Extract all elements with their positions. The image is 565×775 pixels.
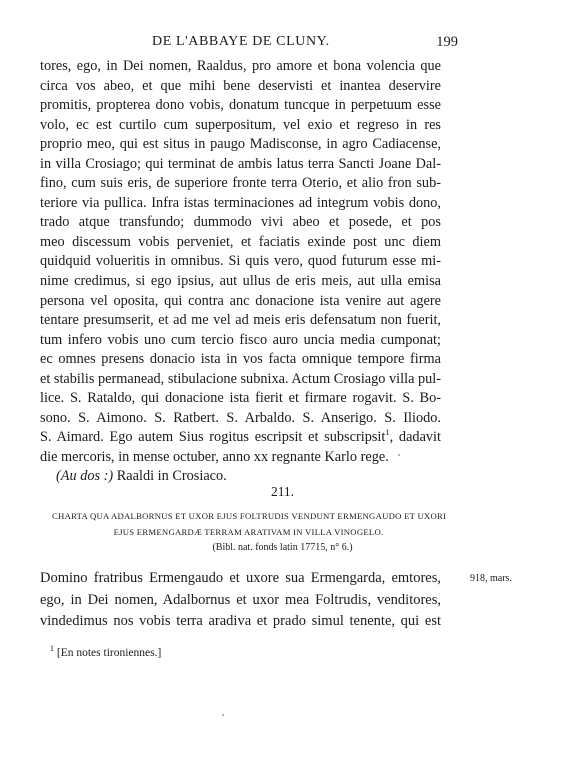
footnote-text: [En notes tironiennes.]	[56, 647, 162, 659]
margin-date: 918, mars.	[470, 573, 512, 584]
text-line: tores, ego, in Dei nomen, Raaldus, pro amore et bona volencia que	[40, 58, 441, 74]
footnote	[50, 644, 162, 659]
text-line: sono. S. Aimono. S. Ratbert. S. Arbaldo. S. Anserigo. S. Iliodo.	[40, 409, 441, 426]
text-line: et stabilis permanead, stibulacione subnixa. Actum Crosiago villa pul-	[40, 370, 442, 387]
footnote-mark: 1	[50, 644, 54, 654]
text-line: persona vel oposita, qui contra anc donacione ista venire aut agere	[40, 292, 441, 309]
ink-speck	[398, 454, 400, 456]
text-line: proprio meo, qui est situs in paugo Madisconse, in agro Cadiacense,	[40, 136, 441, 153]
dorse-text: Raaldi in Crosiaco.	[113, 468, 227, 485]
text-line: tum infero vobis uno cum tercio fisco auro uncia media cumponat;	[40, 331, 441, 348]
text-line: nime credimus, si ego ipsius, aut ullus de eris meis, aut ulla emisa	[40, 273, 441, 290]
text-line: promitis, propterea dono vobis, donatum tuncque in perpetuum esse	[40, 97, 441, 114]
text-line: quidquid volueritis in omnibus. Si quis vero, quod futurum esse mi-	[40, 253, 441, 270]
text-line: die mercoris, in mense octuber, anno xx regnante Karlo rege.	[40, 448, 389, 465]
running-head	[40, 34, 460, 54]
text-line: teriore via pullica. Infra istas terminaciones ad integrum vobis dono,	[40, 194, 441, 211]
text-line: circa vos abeo, et que mihi bene deservisti et inantea deservire	[40, 77, 441, 94]
page-number: 199	[436, 34, 458, 50]
text-line: ec omnes presens donacio ista in vos facta omnique tempore firma	[40, 351, 441, 368]
text-line-with-footnote	[40, 428, 441, 448]
text-line: trado atque transfundo; dummodo vivi abeo et posede, et pos	[40, 214, 441, 231]
text-line: tentare presumserit, et ad me vel ad meis eris defensatum non fuerit,	[40, 312, 441, 329]
summary-line: EJUS ERMENGARDÆ TERRAM ARATIVAM IN VILLA VINOGELO.	[113, 527, 384, 537]
charter-source: (Bibl. nat. fonds latin 17715, n° 6.)	[212, 542, 353, 553]
ink-speck	[222, 714, 224, 716]
dorse-label: (Au dos :)	[56, 468, 114, 485]
text-line-head: S. Aimard. Ego autem Sius rogitus escripsit et subscripsit	[40, 429, 386, 446]
text-line: meo discessum vobis perveniet, et faciatis exinde post unc diem	[40, 233, 441, 250]
text-line: vindedimus nos vobis terra aradiva et prado simul tenente, qui est	[40, 613, 441, 629]
summary-line: CHARTA QUA ADALBORNUS ET UXOR EJUS FOLTRUDIS VENDUNT ERMENGAUDO ET UXORI	[52, 511, 447, 521]
footnote-reference: 1	[385, 427, 390, 438]
text-line: in villa Crosiago; qui terminat de ambis latus terra Sancti Joane Dal-	[40, 155, 441, 172]
text-line-tail: , dadavit	[389, 429, 442, 446]
charter-number: 211.	[270, 484, 295, 499]
text-line: Domino fratribus Ermengaudo et uxore sua Ermengarda, emtores,	[40, 570, 441, 586]
text-line: volo, ec est curtilo cum superpositum, vel exio et regreso in res	[40, 116, 441, 133]
charter-211-text	[40, 568, 441, 633]
text-line: ego, in Dei nomen, Adalbornus et uxor mea Foltrudis, venditores,	[40, 591, 441, 608]
running-title: DE L'ABBAYE DE CLUNY.	[152, 34, 330, 49]
charter-summary	[52, 508, 445, 540]
charter-210-text	[40, 57, 441, 487]
text-line: lice. S. Rataldo, qui donacione ista fierit et firmare rogavit. S. Bo-	[40, 390, 441, 407]
text-line: fino, cum suis eris, de superiore fronte terra Oterio, et alio fron sub-	[40, 175, 441, 192]
